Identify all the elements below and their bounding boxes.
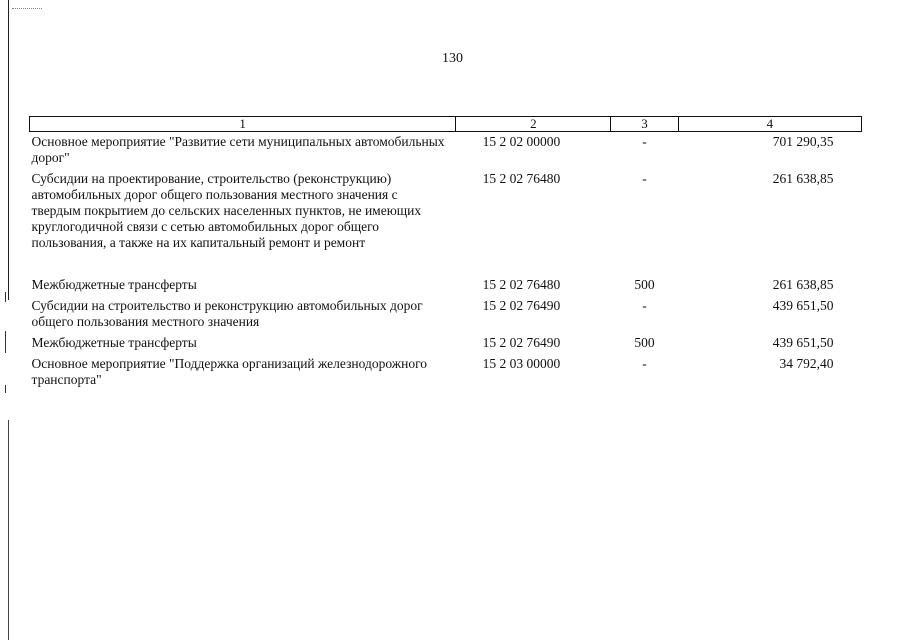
row-name: Основное мероприятие "Поддержка организаций железнодорожного транспорта" [31, 356, 428, 387]
row-amount: 261 638,85 [772, 277, 834, 292]
row-code: 15 2 03 00000 [482, 356, 561, 371]
table-row [30, 132, 862, 170]
scan-edge-line-lower [8, 420, 9, 640]
row-type: - [642, 171, 647, 186]
table-row [30, 354, 862, 391]
row-amount: 439 651,50 [772, 335, 834, 350]
row-type: - [642, 134, 647, 149]
scan-mark [5, 292, 6, 302]
table-header-row [30, 117, 862, 132]
row-code: 15 2 02 76490 [482, 335, 561, 350]
row-amount: 34 792,40 [779, 356, 834, 371]
row-name: Субсидии на строительство и реконструкцию автомобильных дорог общего пользования местного значения [31, 298, 423, 329]
column-header-2: 2 [456, 117, 611, 132]
row-type: 500 [634, 277, 655, 292]
column-header-4: 4 [678, 117, 861, 132]
row-name: Межбюджетные трансферты [31, 277, 197, 292]
page-number: 130 [442, 51, 463, 66]
row-type: - [642, 298, 647, 313]
row-amount: 439 651,50 [772, 298, 834, 313]
row-name: Субсидии на проектирование, строительство (реконструкцию) автомобильных дорог общего пользования местного значения с твердым покрытием до сельских населенных пунктов, не имеющих круглогодичной связи с сетью автомобильных дорог общего пользования, а также на их капитальный ремонт и ремонт [31, 171, 422, 250]
scan-mark [5, 331, 6, 353]
table-row [30, 169, 862, 275]
table-row [30, 333, 862, 354]
scan-artifact [12, 8, 42, 10]
row-code: 15 2 02 76480 [482, 171, 561, 186]
row-code: 15 2 02 76480 [482, 277, 561, 292]
column-header-1: 1 [30, 117, 456, 132]
row-name: Основное мероприятие "Развитие сети муниципальных автомобильных дорог" [31, 134, 445, 165]
budget-table [29, 116, 862, 391]
scan-mark [5, 385, 6, 393]
row-amount: 701 290,35 [772, 134, 834, 149]
table-row [30, 296, 862, 333]
row-type: 500 [634, 335, 655, 350]
column-header-3: 3 [611, 117, 678, 132]
row-name: Межбюджетные трансферты [31, 335, 197, 350]
row-code: 15 2 02 76490 [482, 298, 561, 313]
row-amount: 261 638,85 [772, 171, 834, 186]
scan-edge-line [8, 0, 9, 300]
row-type: - [642, 356, 647, 371]
table-row [30, 275, 862, 296]
row-code: 15 2 02 00000 [482, 134, 561, 149]
